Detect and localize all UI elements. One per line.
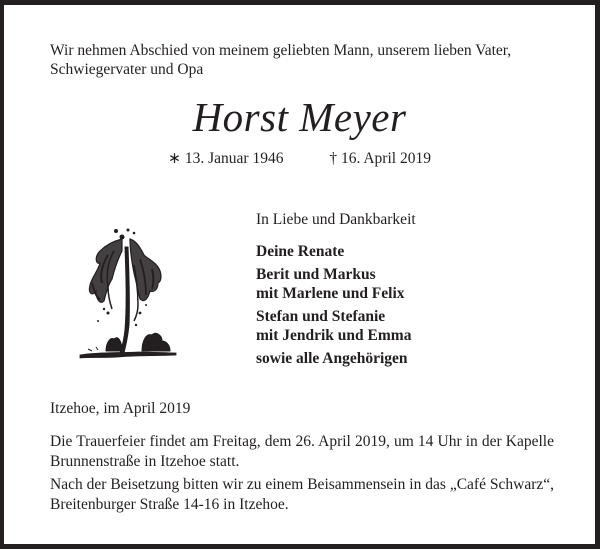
mourner-group — [256, 265, 416, 303]
obituary-card — [4, 5, 595, 544]
mourner-group — [256, 242, 416, 261]
mourner-group — [256, 307, 416, 345]
birch-tree-icon — [78, 225, 178, 365]
birth-date: ∗ 13. Januar 1946 — [168, 150, 284, 167]
mourner-group — [256, 349, 416, 368]
place-date: Itzehoe, im April 2019 — [50, 400, 191, 417]
funeral-info: Die Trauerfeier findet am Freitag, dem 26. April 2019, um 14 Uhr in der Kapelle Brunnenstraße in Itzehoe statt. — [50, 433, 554, 470]
mourner-line: Berit und Markus — [256, 266, 376, 283]
mourner-line: Stefan und Stefanie — [256, 308, 386, 325]
death-date: † 16. April 2019 — [329, 150, 431, 167]
mourners-block — [256, 210, 416, 372]
mourner-line: Deine Renate — [256, 243, 345, 260]
intro-text: Wir nehmen Abschied von meinem geliebten Mann, unserem lieben Vater, Schwiegervater und Opa — [50, 42, 512, 78]
mourner-line: sowie alle Angehörigen — [256, 350, 408, 367]
mourners-lead: In Liebe und Dankbarkeit — [256, 211, 416, 228]
mourner-line: mit Jendrik und Emma — [256, 327, 412, 344]
deceased-name: Horst Meyer — [192, 94, 407, 140]
mourner-line: mit Marlene und Felix — [256, 285, 405, 302]
life-dates — [4, 149, 595, 169]
reception-info: Nach der Beisetzung bitten wir zu einem Beisammensein in das „Café Schwarz“, Breitenburger Straße 14-16 in Itzehoe. — [50, 476, 554, 513]
